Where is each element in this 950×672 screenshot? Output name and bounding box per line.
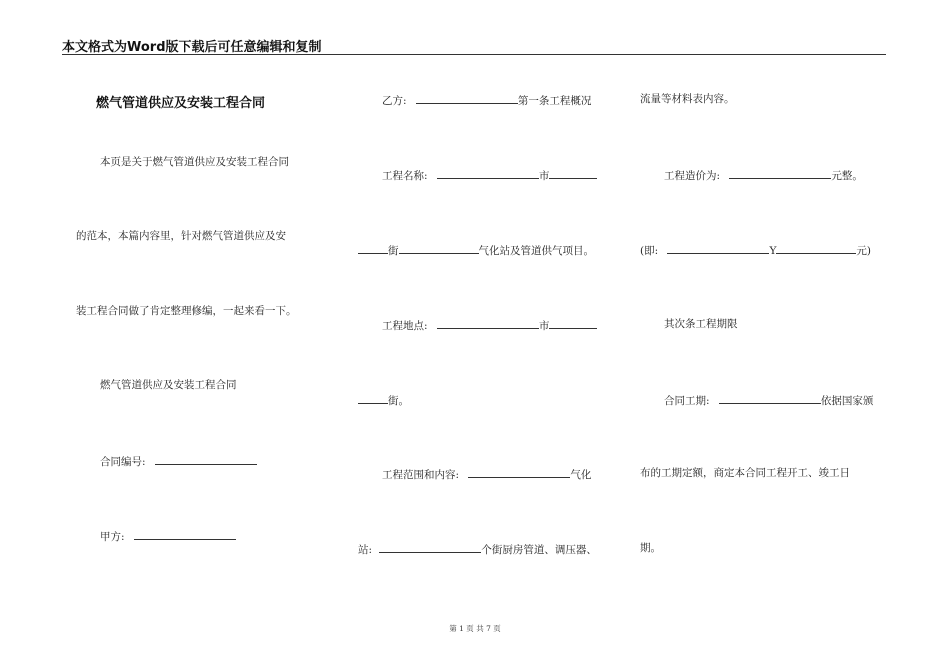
station-label: 站: [358, 544, 373, 556]
schedule-line: 布的工期定额，商定本合同工程开工、竣工日 [640, 467, 850, 479]
city-blank [549, 167, 597, 179]
scope-line [382, 466, 591, 482]
date-line: 期。 [640, 542, 661, 554]
site-city-label: 市 [538, 320, 550, 332]
intro-line-3: 装工程合同做了肯定整理修编，一起来看一下。 [76, 305, 297, 317]
project-site-blank [437, 317, 539, 329]
city-label: 市 [538, 170, 550, 182]
gas-station-blank [399, 242, 479, 254]
cost-label: 工程造价为: [664, 170, 721, 182]
flow-line: 流量等材料表内容。 [640, 93, 735, 105]
site-street-label: 街。 [388, 395, 409, 407]
yuan-zheng-text: 元整。 [831, 170, 863, 182]
street-line [358, 242, 594, 258]
party-b-line [382, 92, 591, 108]
period-line [664, 392, 873, 408]
intro-line-2: 的范本，本篇内容里，针对燃气管道供应及安 [76, 230, 286, 242]
cost-line [664, 167, 863, 183]
period-blank [719, 392, 821, 404]
project-name-blank [437, 167, 539, 179]
amount-line [640, 242, 871, 258]
scope-blank [468, 466, 570, 478]
project-name-label: 工程名称: [382, 170, 428, 182]
site-city-blank [549, 317, 597, 329]
contract-number-label: 合同编号: [100, 456, 146, 468]
gasify-text: 气化 [570, 469, 592, 481]
amount-blank-2 [776, 242, 856, 254]
scope-label: 工程范围和内容: [382, 469, 460, 481]
sub-title: 燃气管道供应及安装工程合同 [100, 379, 237, 391]
project-site-line [382, 317, 597, 333]
station-blank [379, 541, 481, 553]
project-name-line [382, 167, 597, 183]
street-label: 街 [388, 245, 399, 257]
contract-number-line [100, 453, 257, 469]
intro-line-1: 本页是关于燃气管道供应及安装工程合同 [100, 156, 289, 168]
article-2-heading: 其次条工程期限 [664, 318, 738, 330]
document-header [62, 34, 886, 55]
period-label: 合同工期: [664, 395, 710, 407]
party-b-blank [416, 92, 518, 104]
party-a-blank [134, 528, 236, 540]
document-title: 燃气管道供应及安装工程合同 [96, 96, 266, 111]
project-site-label: 工程地点: [382, 320, 428, 332]
party-a-line [100, 528, 236, 544]
kitchen-text: 个街厨房管道、调压器、 [481, 544, 597, 556]
amount-blank-1 [667, 242, 769, 254]
party-a-label: 甲方: [100, 531, 125, 543]
according-text: 依据国家颁 [820, 395, 874, 407]
station-line [358, 541, 597, 557]
page-footer: 第 1 页 共 7 页 [449, 624, 501, 633]
cost-blank [729, 167, 831, 179]
article-1-heading: 第一条工程概况 [517, 95, 592, 107]
street-blank [358, 242, 388, 254]
header-text: 本文格式为Word版下载后可任意编辑和复制 [62, 40, 322, 55]
yuan-close-text: 元) [856, 245, 872, 257]
site-street-line [358, 392, 409, 408]
yen-sign: Y [769, 245, 777, 257]
gas-station-text: 气化站及管道供气项目。 [478, 245, 594, 257]
site-street-blank [358, 392, 388, 404]
party-b-label: 乙方: [382, 95, 407, 107]
yin-open-text: (即: [640, 245, 659, 257]
contract-number-blank [155, 453, 257, 465]
